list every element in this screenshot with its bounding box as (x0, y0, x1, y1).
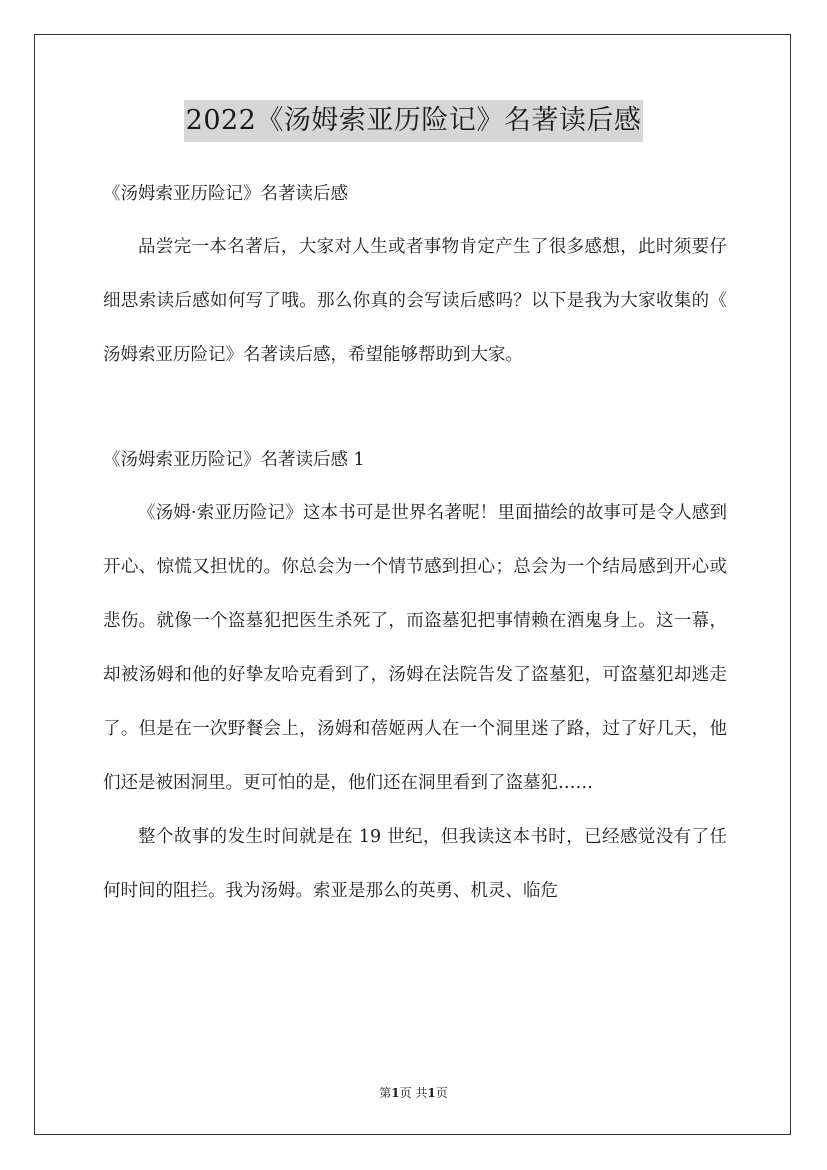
section1-paragraph: 整个故事的发生时间就是在 19 世纪，但我读这本书时，已经感觉没有了任何时间的阻拦。我为汤姆。索亚是那么的英勇、机灵、临危 (103, 827, 727, 901)
section-spacer (103, 382, 727, 438)
document-body (103, 172, 727, 918)
footer-total-pages: 1 (427, 1086, 436, 1100)
footer-mid: 页 共 (399, 1086, 428, 1100)
document-title: 2022《汤姆索亚历险记》名著读后感 (184, 100, 644, 142)
section1-heading: 《汤姆索亚历险记》名著读后感 1 (103, 450, 365, 470)
intro-heading: 《汤姆索亚历险记》名著读后感 (103, 184, 348, 204)
page-footer (0, 1084, 827, 1102)
title-container (0, 100, 827, 142)
footer-current-page: 1 (391, 1086, 400, 1100)
section1-paragraph: 《汤姆·索亚历险记》这本书可是世界名著呢！里面描绘的故事可是令人感到开心、惊慌又担忧的。你总会为一个情节感到担心；总会为一个结局感到开心或悲伤。就像一个盗墓犯把医生杀死了，而盗墓犯把事情赖在酒鬼身上。这一幕，却被汤姆和他的好挚友哈克看到了，汤姆在法院告发了盗墓犯，可盗墓犯却逃走了。但是在一次野餐会上，汤姆和蓓姬两人在一个洞里迷了路，过了好几天，他们还是被困洞里。更可怕的是，他们还在洞里看到了盗墓犯…… (103, 503, 727, 793)
footer-prefix: 第 (379, 1086, 392, 1100)
intro-paragraph: 品尝完一本名著后，大家对人生或者事物肯定产生了很多感想，此时须要仔细思索读后感如何写了哦。那么你真的会写读后感吗？以下是我为大家收集的《汤姆索亚历险记》名著读后感，希望能够帮助到大家。 (103, 237, 727, 365)
footer-suffix: 页 (435, 1086, 448, 1100)
